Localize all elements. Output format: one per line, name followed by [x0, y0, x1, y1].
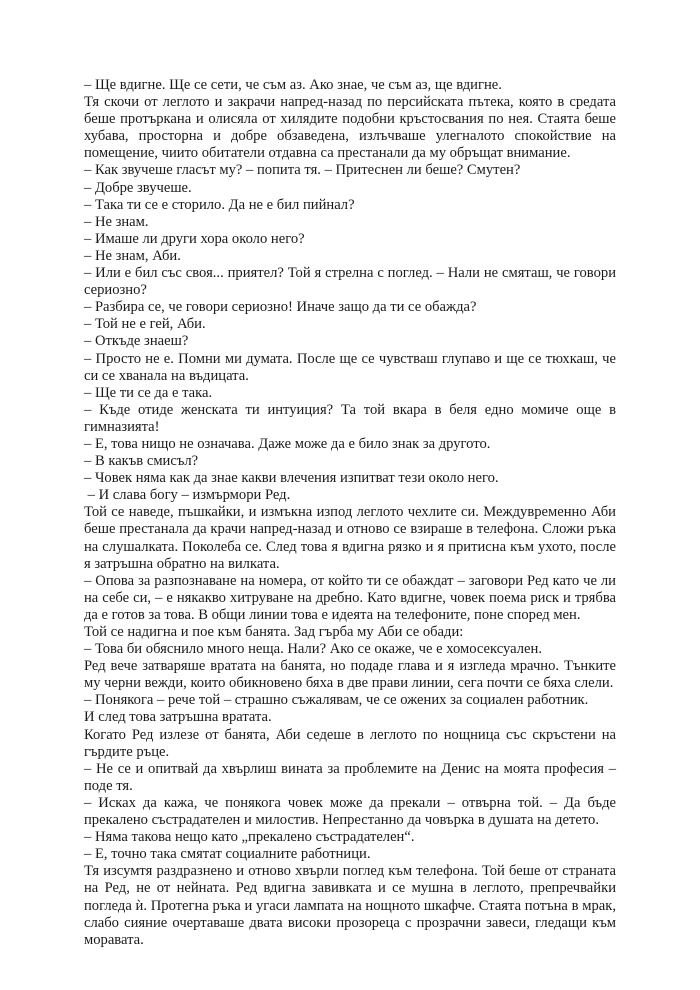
paragraph: Когато Ред излезе от банята, Аби седеше в леглото по нощница със скръстени на гърдите ръце. [84, 726, 616, 760]
paragraph: – Това би обяснило много неща. Нали? Ако се окаже, че е хомосексуален. [84, 641, 542, 658]
paragraph: – Или е бил със своя... приятел? Той я стрелна с поглед. – Нали не смяташ, че говори сериозно? [84, 265, 616, 299]
paragraph: Тя скочи от леглото и закрачи напред-назад по персийската пътека, която в средата беше протъркана и олисяла от хилядите подобни кръстосвания по нея. Стаята беше хубава, просторна и добре обзаведена, излъчваше улегналото спокойствие на помещение, чиито обитатели отдавна са престанали да му обръщат внимание. [84, 94, 616, 162]
paragraph: – Разбира се, че говори сериозно! Иначе защо да ти се обажда? [84, 299, 477, 316]
paragraph: Ред вече затваряше вратата на банята, но подаде глава и я изгледа мрачно. Тънките му черни вежди, които обикновено бяха в две прави линии, сега почти се бяха слели. [84, 658, 616, 692]
paragraph: – Не знам, Аби. [84, 247, 181, 264]
paragraph: – Той не е гей, Аби. [84, 316, 206, 333]
paragraph: – Просто не е. Помни ми думата. После ще се чувстваш глупаво и ще се тюхкаш, че си се хванала на въдицата. [84, 350, 616, 384]
paragraph: – Няма такова нещо като „прекалено състрадателен“. [84, 829, 415, 846]
paragraph: – Добре звучеше. [84, 179, 192, 196]
paragraph: – Човек няма как да знае какви влечения изпитват тези около него. [84, 470, 499, 487]
paragraph: – Къде отиде женската ти интуиция? Та той вкара в беля едно момиче още в гимназията! [84, 401, 616, 435]
paragraph: – Е, точно така смятат социалните работници. [84, 846, 371, 863]
paragraph: – Опова за разпознаване на номера, от който ти се обаждат – заговори Ред като че ли на себе си, – е някакво хитруване на дребно. Като вдигне, човек поема риск и трябва да е готов за това. В общи линии това е идеята на телефоните, поне според мен. [84, 572, 616, 623]
paragraph: – И слава богу – измърмори Ред. [84, 487, 291, 504]
paragraph: – Ще вдигне. Ще се сети, че съм аз. Ако знае, че съм аз, ще вдигне. [84, 77, 502, 93]
body-text [84, 77, 616, 949]
paragraph: – Не се и опитвай да хвърлиш вината за проблемите на Денис на моята професия – поде тя. [84, 760, 616, 794]
paragraph: – Така ти се е сторило. Да не е бил пийнал? [84, 196, 355, 213]
paragraph: – Как звучеше гласът му? – попита тя. – Притеснен ли беше? Смутен? [84, 162, 521, 179]
paragraph: – Не знам. [84, 213, 149, 230]
paragraph: Той се надигна и пое към банята. Зад гърба му Аби се обади: [84, 624, 464, 640]
paragraph: – Понякога – рече той – страшно съжалявам, че се ожених за социален работник. [84, 692, 589, 709]
paragraph: Тя изсумтя раздразнено и отново хвърли поглед към телефона. Той беше от страната на Ред, не от нейната. Ред вдигна завивката и се мушна в леглото, препречвайки погледа ѝ. Протегна ръка и угаси лампата на нощното шкафче. Стаята потъна в мрак, слабо сияние очертаваше двата високи прозореца с прозрачни завеси, гледащи към моравата. [84, 863, 616, 948]
paragraph: – В какъв смисъл? [84, 453, 199, 470]
paragraph: – Откъде знаеш? [84, 333, 189, 350]
paragraph: – Е, това нищо не означава. Даже може да е било знак за другото. [84, 435, 491, 452]
paragraph: – Ще ти се да е така. [84, 384, 213, 401]
paragraph: И след това затръшна вратата. [84, 709, 272, 726]
paragraph: – Искаx да кажа, че понякога човек може да прекали – отвърна той. – Да бъде прекалено състрадателен и милостив. Непрестанно да човърка в душата на детето. [84, 794, 616, 829]
paragraph: – Имаше ли други хора около него? [84, 230, 305, 247]
paragraph: Той се наведе, пъшкайки, и измъкна изпод леглото чехлите си. Междувременно Аби беше престанала да крачи напред-назад и отново се взираше в телефона. Сложи ръка на слушалката. Поколеба се. След това я вдигна рязко и я притисна към ухото, после я затръшна обратно на вилката. [84, 504, 616, 572]
